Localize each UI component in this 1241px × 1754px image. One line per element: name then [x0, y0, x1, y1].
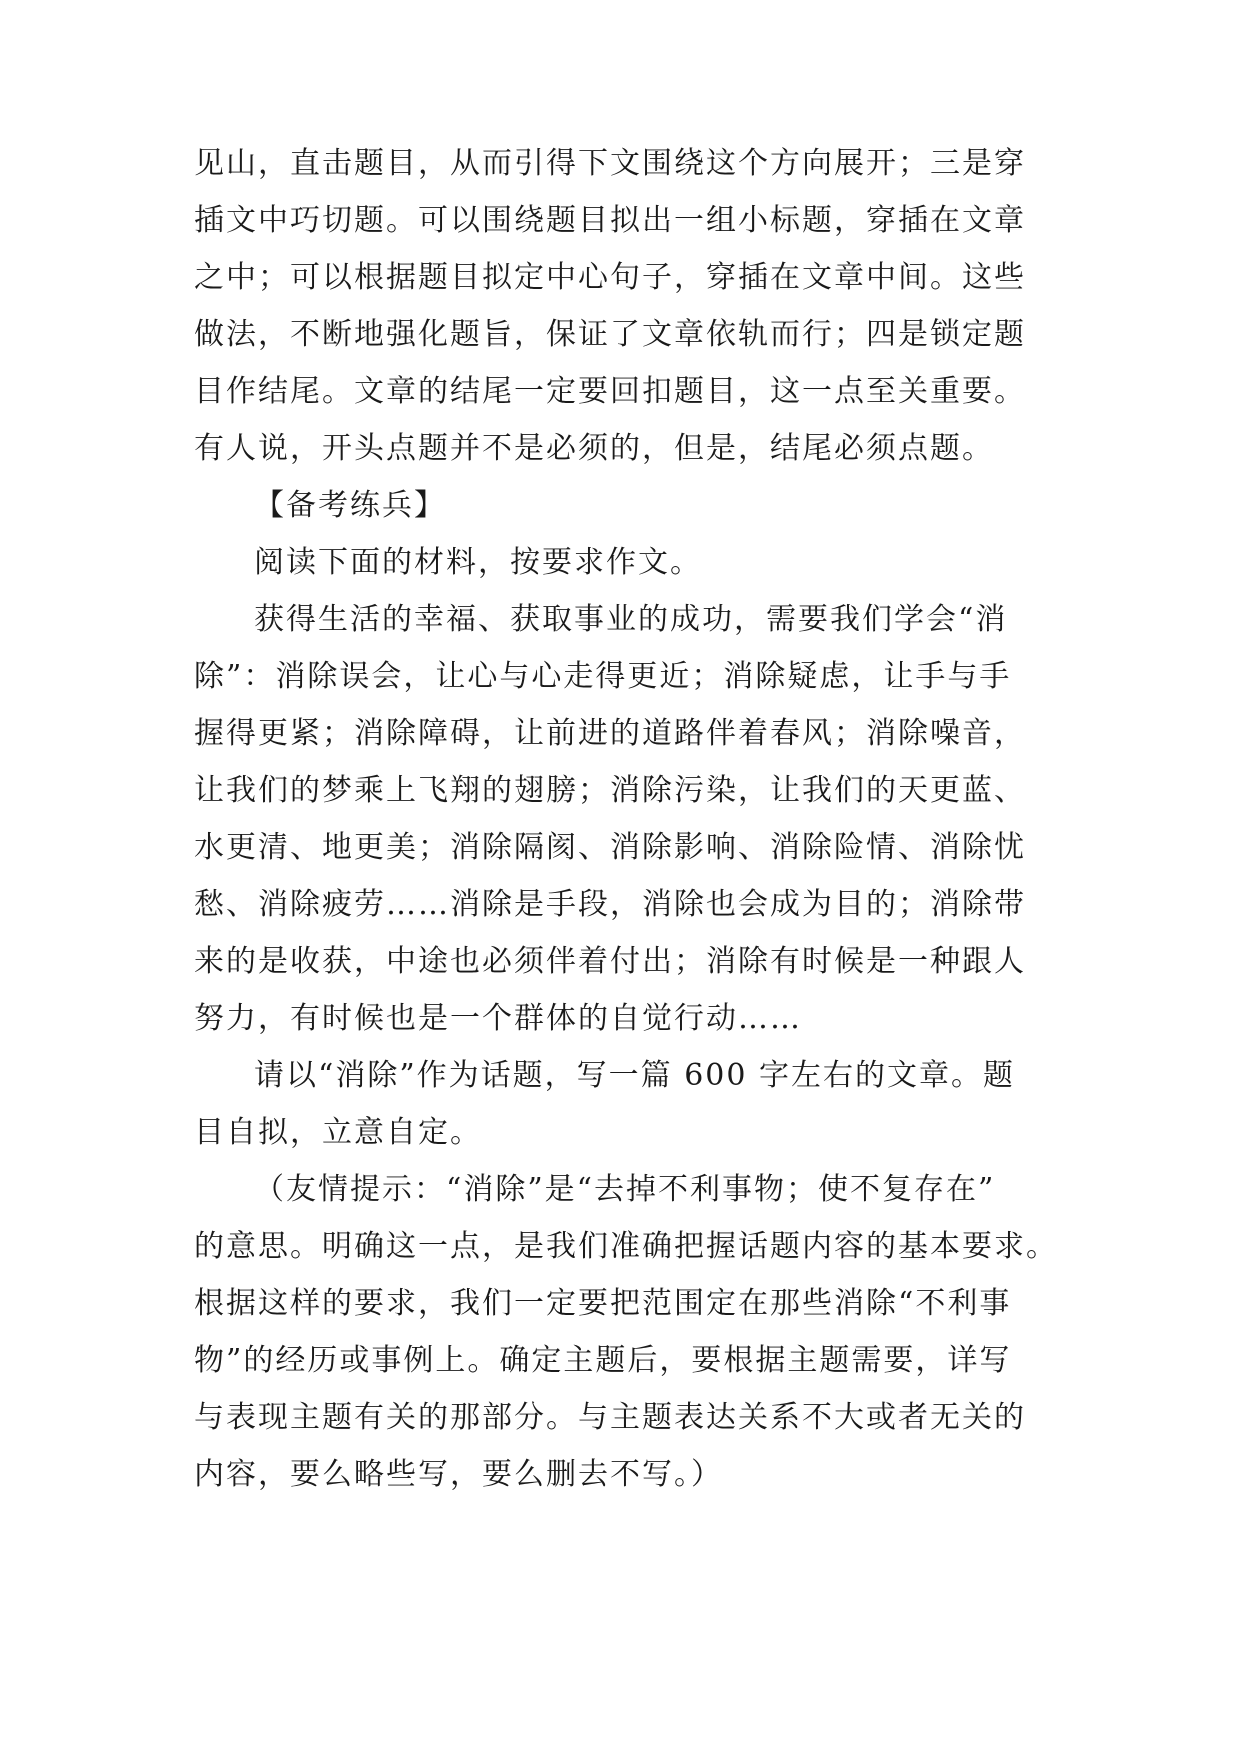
paragraph-line: 目作结尾。文章的结尾一定要回扣题目，这一点至关重要。	[194, 374, 1026, 409]
paragraph-line: 阅读下面的材料，按要求作文。	[254, 545, 702, 580]
paragraph-line: 努力，有时候也是一个群体的自觉行动……	[194, 1001, 802, 1036]
paragraph-line: 获得生活的幸福、获取事业的成功，需要我们学会“消	[254, 602, 1008, 637]
paragraph-line: 让我们的梦乘上飞翔的翅膀；消除污染，让我们的天更蓝、	[194, 773, 1026, 808]
paragraph-line: 与表现主题有关的那部分。与主题表达关系不大或者无关的	[194, 1400, 1026, 1435]
paragraph-line: 物”的经历或事例上。确定主题后，要根据主题需要，详写	[194, 1343, 1012, 1378]
paragraph-line: 来的是收获，中途也必须伴着付出；消除有时候是一种跟人	[194, 944, 1026, 979]
paragraph-line: 做法，不断地强化题旨，保证了文章依轨而行；四是锁定题	[194, 317, 1026, 352]
paragraph-line: 除”：消除误会，让心与心走得更近；消除疑虑，让手与手	[194, 659, 1012, 694]
paragraph-line: 见山，直击题目，从而引得下文围绕这个方向展开；三是穿	[194, 146, 1026, 181]
paragraph-line: 有人说，开头点题并不是必须的，但是，结尾必须点题。	[194, 431, 994, 466]
paragraph-line: 之中；可以根据题目拟定中心句子，穿插在文章中间。这些	[194, 260, 1026, 295]
paragraph-line: 插文中巧切题。可以围绕题目拟出一组小标题，穿插在文章	[194, 203, 1026, 238]
paragraph-line: 的意思。明确这一点，是我们准确把握话题内容的基本要求。	[194, 1229, 1058, 1264]
section-heading: 【备考练兵】	[254, 488, 446, 523]
paragraph-line: 目自拟，立意自定。	[194, 1115, 482, 1150]
paragraph-line: 握得更紧；消除障碍，让前进的道路伴着春风；消除噪音，	[194, 716, 1026, 751]
paragraph-line: 内容，要么略些写，要么删去不写。）	[194, 1457, 723, 1492]
paragraph-line: 愁、消除疲劳……消除是手段，消除也会成为目的；消除带	[194, 887, 1026, 922]
paragraph-line: 请以“消除”作为话题，写一篇 600 字左右的文章。题	[254, 1058, 1016, 1093]
paragraph-line: 水更清、地更美；消除隔阂、消除影响、消除险情、消除忧	[194, 830, 1026, 865]
paragraph-line: 根据这样的要求，我们一定要把范围定在那些消除“不利事	[194, 1286, 1012, 1321]
paragraph-line: （友情提示：“消除”是“去掉不利事物；使不复存在”	[254, 1172, 996, 1207]
